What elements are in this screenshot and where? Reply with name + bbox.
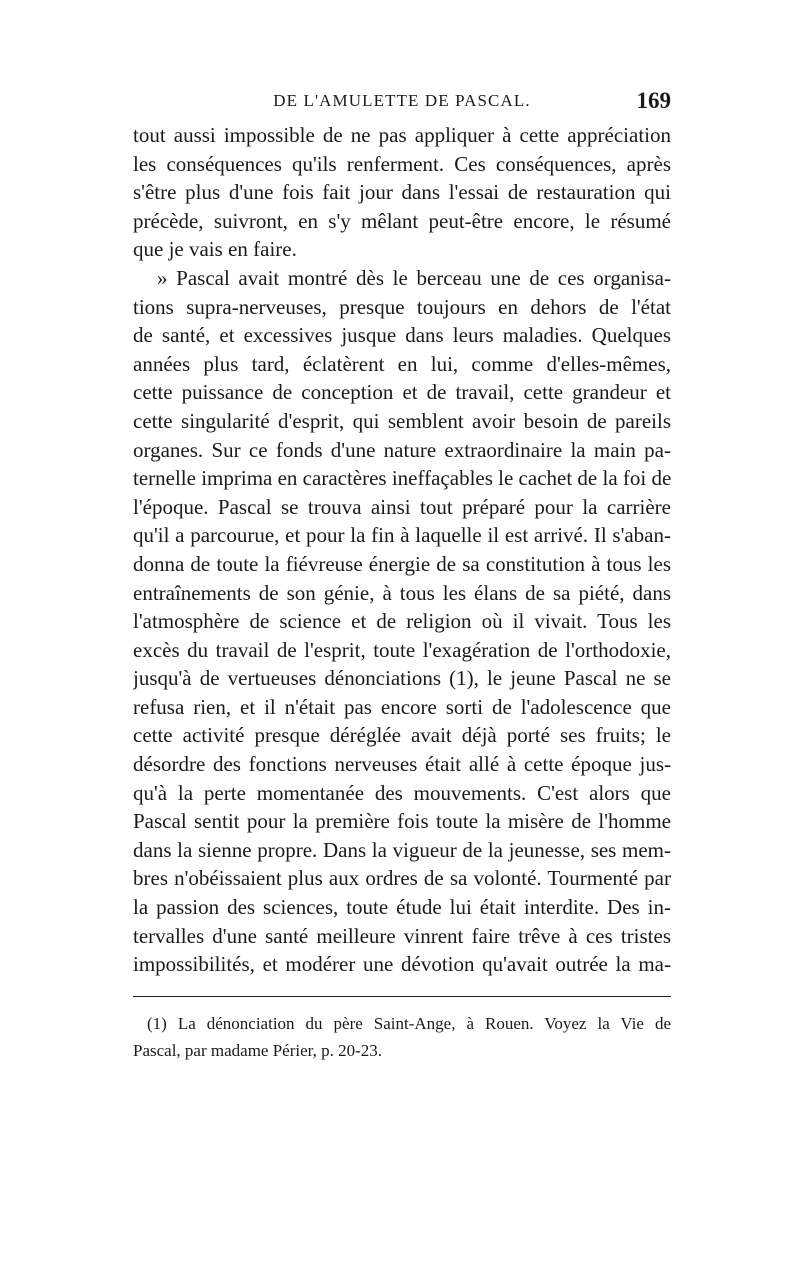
text-line: la passion des sciences, toute étude lui était interdite. Des in- — [133, 895, 671, 920]
text-line: donna de toute la fiévreuse énergie de sa constitution à tous les — [133, 551, 671, 576]
text-line: impossibilités, et modérer une dévotion qu'avait outrée la ma- — [133, 952, 671, 977]
footnotes — [133, 1010, 671, 1064]
text-line: organes. Sur ce fonds d'une nature extraordinaire la main pa- — [133, 437, 671, 462]
text-line: tervalles d'une santé meilleure vinrent faire trêve à ces tristes — [133, 923, 671, 948]
text-line: tions supra-nerveuses, presque toujours en dehors de l'état — [133, 294, 671, 319]
page-number: 169 — [636, 88, 671, 113]
text-line: cette activité presque déréglée avait déjà porté ses fruits; le — [133, 723, 671, 748]
body-text — [133, 121, 671, 979]
text-line: refusa rien, et il n'était pas encore sorti de l'adolescence que — [133, 694, 671, 719]
running-head — [133, 86, 671, 116]
text-line: cette singularité d'esprit, qui semblent avoir besoin de pareils — [133, 408, 671, 433]
footnote-line: Pascal, par madame Périer, p. 20-23. — [133, 1041, 383, 1060]
text-line: de santé, et excessives jusque dans leurs maladies. Quelques — [133, 323, 671, 348]
text-line: ternelle imprima en caractères ineffaçables le cachet de la foi de — [133, 466, 671, 491]
text-line: » Pascal avait montré dès le berceau une de ces organisa- — [157, 265, 671, 290]
footnote-line: (1) La dénonciation du père Saint-Ange, à Rouen. Voyez la Vie de — [147, 1014, 671, 1033]
text-line: Pascal sentit pour la première fois toute la misère de l'homme — [133, 809, 671, 834]
text-line: les conséquences qu'ils renferment. Ces conséquences, après — [133, 151, 671, 176]
text-line: tout aussi impossible de ne pas appliquer à cette appréciation — [133, 123, 671, 147]
text-line: dans la sienne propre. Dans la vigueur de la jeunesse, ses mem- — [133, 837, 671, 862]
text-line: l'atmosphère de science et de religion où il vivait. Tous les — [133, 609, 671, 634]
text-line: entraînements de son génie, à tous les élans de sa piété, dans — [133, 580, 671, 605]
text-line: désordre des fonctions nerveuses était allé à cette époque jus- — [133, 752, 671, 777]
text-line: s'être plus d'une fois fait jour dans l'essai de restauration qui — [133, 180, 671, 205]
running-title: DE L'AMULETTE DE PASCAL. — [273, 91, 531, 110]
text-line: excès du travail de l'esprit, toute l'exagération de l'orthodoxie, — [133, 637, 671, 662]
text-line: que je vais en faire. — [133, 237, 297, 262]
text-line: bres n'obéissaient plus aux ordres de sa volonté. Tourmenté par — [133, 866, 671, 891]
text-line: précède, suivront, en s'y mêlant peut-être encore, le résumé — [133, 208, 671, 233]
text-line: cette puissance de conception et de travail, cette grandeur et — [133, 380, 671, 405]
text-line: jusqu'à de vertueuses dénonciations (1), le jeune Pascal ne se — [133, 666, 671, 691]
footnote-rule — [133, 996, 671, 997]
text-line: années plus tard, éclatèrent en lui, comme d'elles-mêmes, — [133, 351, 671, 376]
text-line: qu'à la perte momentanée des mouvements. C'est alors que — [133, 780, 671, 805]
text-line: qu'il a parcourue, et pour la fin à laquelle il est arrivé. Il s'aban- — [133, 523, 671, 548]
text-line: l'époque. Pascal se trouva ainsi tout préparé pour la carrière — [133, 494, 671, 519]
